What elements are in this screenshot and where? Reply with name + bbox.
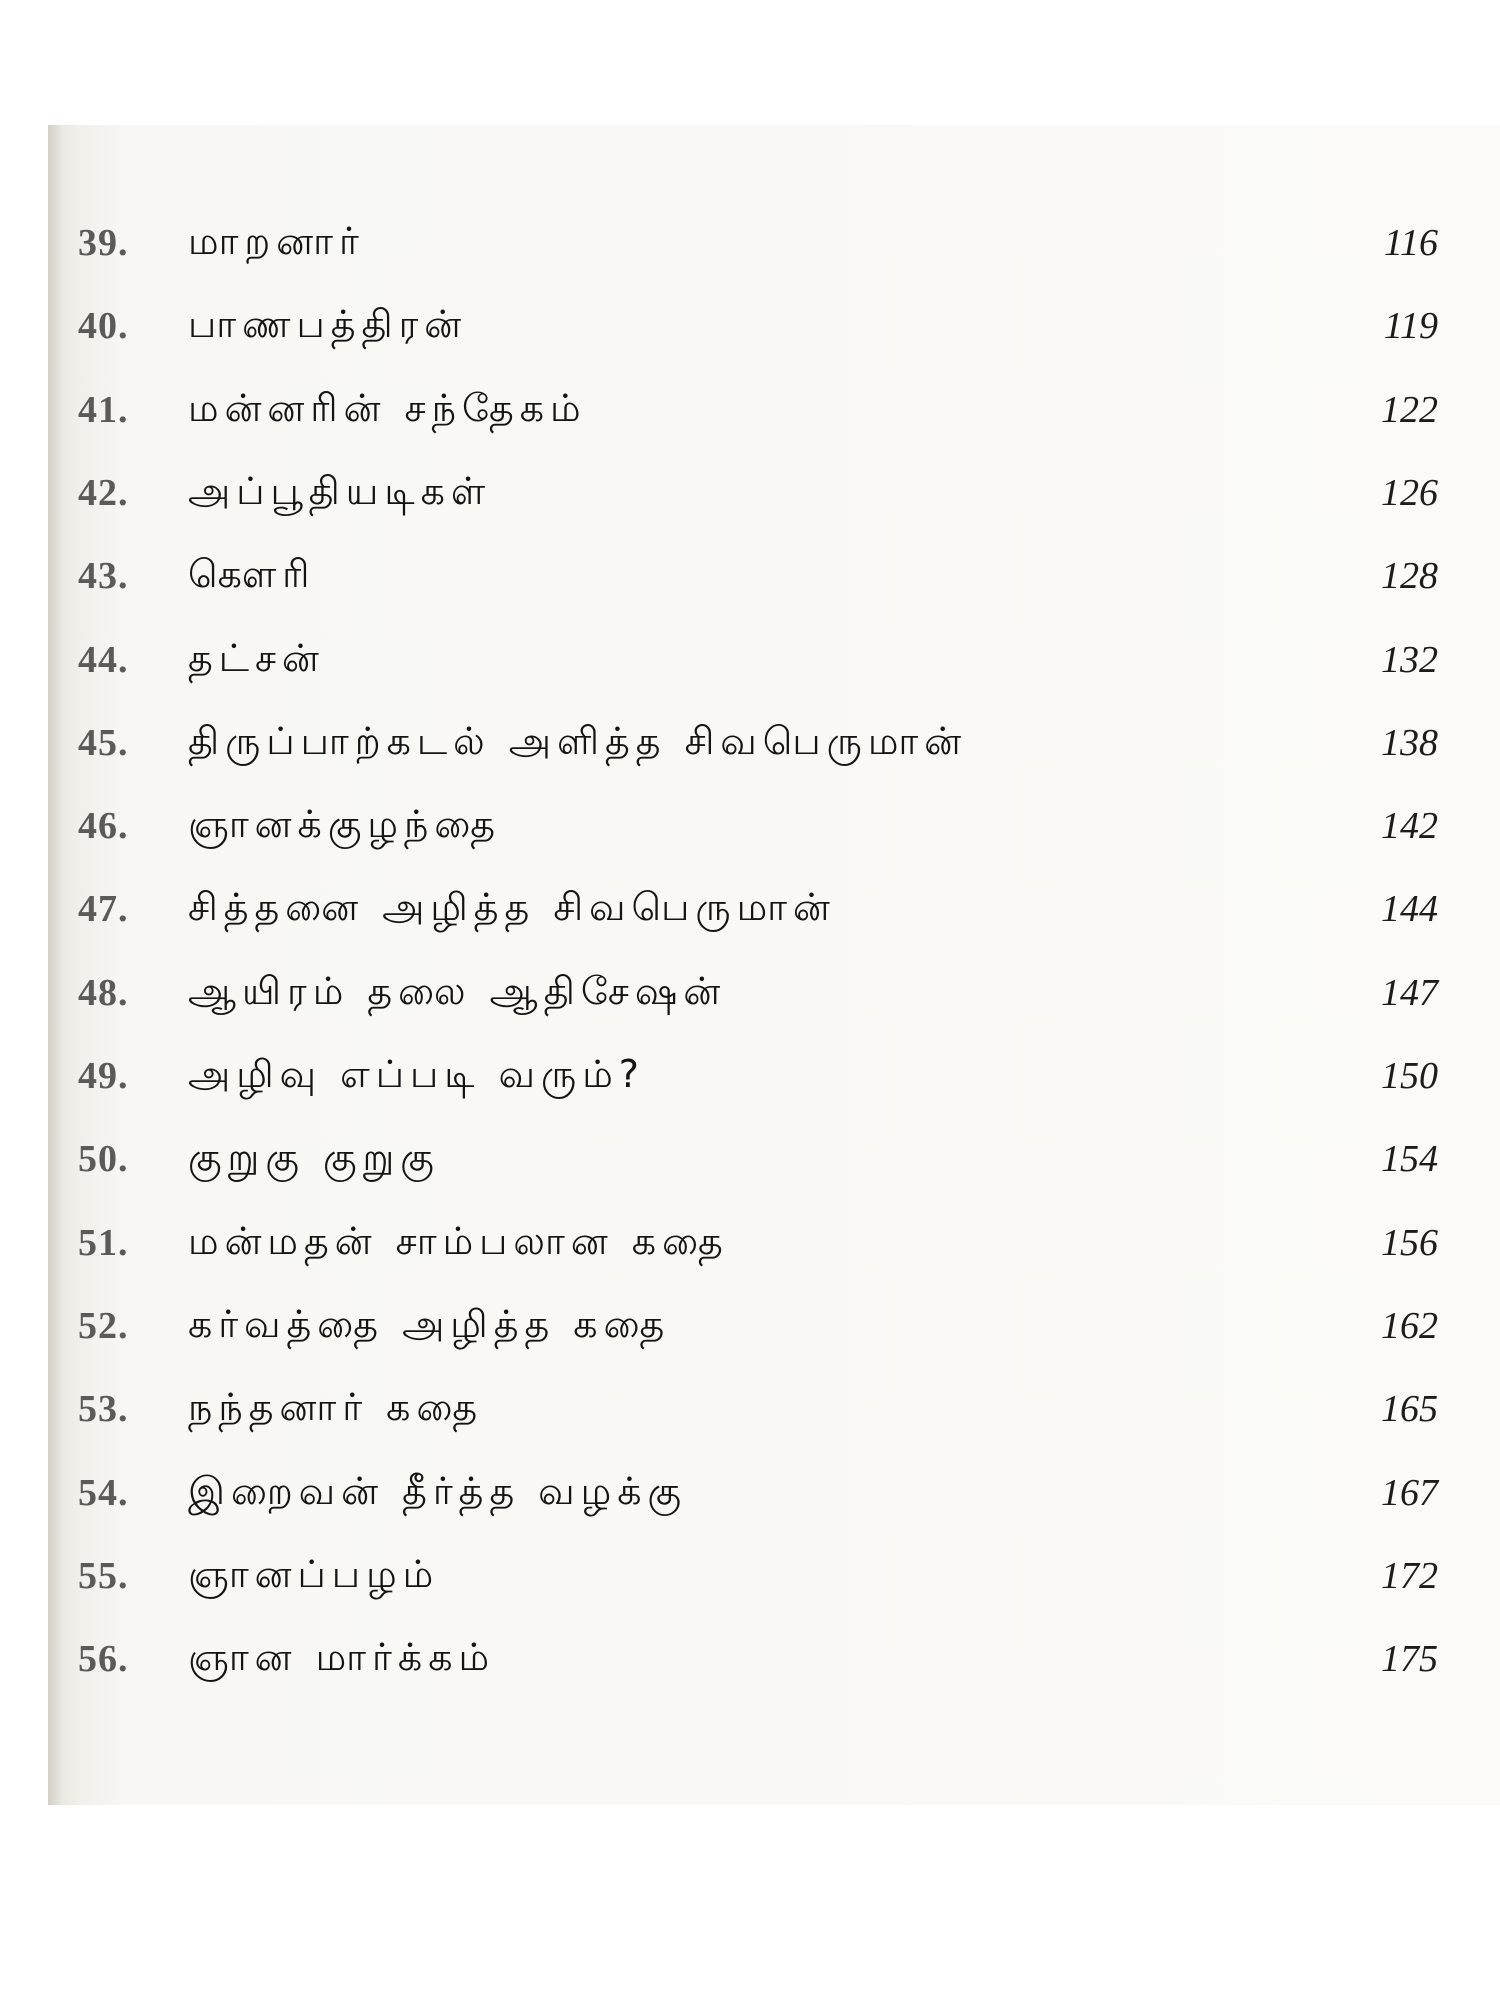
toc-entry xyxy=(48,1463,1500,1523)
toc-entry xyxy=(48,630,1500,690)
toc-entry xyxy=(48,796,1500,856)
toc-entry xyxy=(48,296,1500,356)
chapter-number: 48. xyxy=(78,972,129,1014)
chapter-number: 49. xyxy=(78,1055,129,1097)
toc-entry xyxy=(48,1296,1500,1356)
table-of-contents xyxy=(48,125,1500,1805)
chapter-number: 54. xyxy=(78,1472,129,1514)
toc-entry xyxy=(48,963,1500,1023)
chapter-number: 55. xyxy=(78,1555,129,1597)
page-number: 126 xyxy=(1381,472,1438,514)
chapter-title: அப்பூதியடிகள் xyxy=(188,469,492,513)
page-number: 162 xyxy=(1381,1305,1438,1347)
chapter-title: திருப்பாற்கடல் அளித்த சிவபெருமான் xyxy=(188,719,968,763)
toc-entry xyxy=(48,1546,1500,1606)
toc-entry xyxy=(48,1129,1500,1189)
page-number: 165 xyxy=(1381,1388,1438,1430)
chapter-title: மன்னரின் சந்தேகம் xyxy=(188,386,587,430)
toc-entry xyxy=(48,463,1500,523)
chapter-number: 52. xyxy=(78,1305,129,1347)
page-number: 132 xyxy=(1381,639,1438,681)
page-number: 154 xyxy=(1381,1138,1438,1180)
page-number: 150 xyxy=(1381,1055,1438,1097)
chapter-title: தட்சன் xyxy=(188,636,325,680)
chapter-title: கௌரி xyxy=(188,552,316,596)
toc-entry xyxy=(48,213,1500,273)
chapter-title: அழிவு எப்படி வரும்? xyxy=(188,1052,645,1096)
page-number: 167 xyxy=(1381,1472,1438,1514)
chapter-number: 47. xyxy=(78,888,129,930)
toc-entry xyxy=(48,1213,1500,1273)
toc-entry xyxy=(48,879,1500,939)
chapter-number: 40. xyxy=(78,305,129,347)
chapter-number: 53. xyxy=(78,1388,129,1430)
toc-entry xyxy=(48,1379,1500,1439)
chapter-number: 51. xyxy=(78,1222,129,1264)
page-number: 119 xyxy=(1383,305,1438,347)
chapter-number: 46. xyxy=(78,805,129,847)
chapter-number: 45. xyxy=(78,722,129,764)
chapter-title: ஞானப்பழம் xyxy=(188,1552,440,1596)
page-number: 138 xyxy=(1381,722,1438,764)
chapter-title: மன்மதன் சாம்பலான கதை xyxy=(188,1219,729,1263)
chapter-title: இறைவன் தீர்த்த வழக்கு xyxy=(188,1469,688,1513)
chapter-number: 56. xyxy=(78,1638,129,1680)
toc-entry xyxy=(48,1046,1500,1106)
page-number: 172 xyxy=(1381,1555,1438,1597)
chapter-number: 43. xyxy=(78,555,129,597)
chapter-number: 41. xyxy=(78,389,129,431)
toc-entry xyxy=(48,713,1500,773)
toc-entry xyxy=(48,546,1500,606)
page-number: 144 xyxy=(1381,888,1438,930)
chapter-title: சித்தனை அழித்த சிவபெருமான் xyxy=(188,885,836,929)
chapter-number: 42. xyxy=(78,472,129,514)
chapter-title: கர்வத்தை அழித்த கதை xyxy=(188,1302,671,1346)
chapter-title: மாறனார் xyxy=(188,219,365,263)
chapter-title: குறுகு குறுகு xyxy=(188,1135,440,1179)
toc-entry xyxy=(48,380,1500,440)
chapter-title: ஆயிரம் தலை ஆதிசேஷன் xyxy=(188,969,727,1013)
page-number: 156 xyxy=(1381,1222,1438,1264)
chapter-number: 44. xyxy=(78,639,129,681)
scanned-page xyxy=(48,125,1500,1805)
page-number: 128 xyxy=(1381,555,1438,597)
chapter-number: 50. xyxy=(78,1138,129,1180)
page-number: 142 xyxy=(1381,805,1438,847)
chapter-number: 39. xyxy=(78,222,129,264)
page-number: 122 xyxy=(1381,389,1438,431)
chapter-title: ஞான மார்க்கம் xyxy=(188,1635,496,1679)
chapter-title: பாணபத்திரன் xyxy=(188,302,468,346)
chapter-title: ஞானக்குழந்தை xyxy=(188,802,502,846)
chapter-title: நந்தனார் கதை xyxy=(188,1385,484,1429)
toc-entry xyxy=(48,1629,1500,1689)
page-number: 147 xyxy=(1381,972,1438,1014)
page-number: 116 xyxy=(1383,222,1438,264)
page-number: 175 xyxy=(1381,1638,1438,1680)
